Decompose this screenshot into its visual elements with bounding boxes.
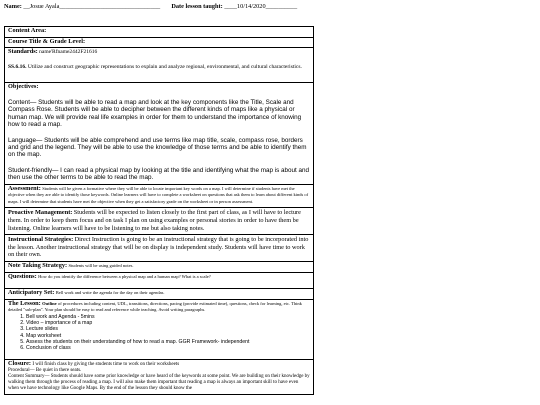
content-area-row [5,27,313,38]
standards-placeholder: name'Rfname2442F21616 [39,49,98,56]
anticipatory-label: Anticipatory Set: [8,289,55,297]
lesson-outline-label: Outline [42,300,57,306]
list-item: 4. Map worksheet [26,333,310,339]
list-item: 5. Assess the students on their understanding of how to read a map. GGR Framework- independent [26,339,310,345]
course-row [5,38,313,49]
note-taking-row [5,262,313,273]
list-item: 3. Lecture slides [26,326,310,332]
questions-text: How do you identify the difference between a physical map and a human map? What is a scale? [38,273,211,279]
assessment-row [5,185,313,209]
standards-code: SS.6.16. [8,63,27,70]
closure-row [5,360,313,394]
note-taking-text: Students will be using guided notes. [68,262,134,268]
instructional-text: Direct Instruction is going to be an instructional strategy that is going to be incorporated into the lesson. Another instructional strategy that will be on display is independent study. Students will have time to work on their own. [8,236,309,259]
standards-row [5,48,313,83]
closure-label: Closure: [8,360,31,368]
objectives-row [5,83,313,184]
proactive-text: Students will be expected to listen closely to the first part of class, as I will have to lecture them. In order to keep them focus and on task I plan on using examples or personal stories in order to have them be listening. Online learners will have to be listening to me but also taking notes. [8,209,301,232]
anticipatory-set-row [5,289,313,300]
standards-text [8,64,310,71]
list-item: 2. Video – importance of a map [26,320,310,326]
lesson-label: The Lesson: [8,299,41,307]
closure-summary: Content Summary— Students should have some prior knowledge or have heard of the keywords at some point. We are building on their knowledge by walking them through the process of reading a map. I will also make them important that reading a map is always an important skill to have even when we have technology like Google Maps. By the end of the lesson they should know the [8,374,310,392]
list-item: 6. Conclusion of class [26,345,310,351]
name-label: Name: [4,3,22,10]
header-line [4,3,536,10]
content-area-label: Content Area: [8,27,47,34]
lesson-plan-table [4,26,314,395]
objective-language: Language— Students will be able comprehend and use terms like map title, scale, compass rose, borders and grid and the legend. They will be able to use the knowledge of those terms and be able to identify them on the map. [8,136,307,159]
lesson-steps-list [8,314,310,351]
lesson-row [5,300,313,360]
lesson-instructions: of procedures including content, UDL, transitions, directions, pacing (provide estimated time), questions, check for learning, etc. Think detailed "sub-plan". Your plan should be easy to read and reference while teaching. Avoid writing paragraphs. [8,300,302,313]
list-item: 1. Bell work and Agenda - 5mins [26,314,310,320]
course-label: Course Title & Grade Level: [8,37,86,45]
objective-content: Content— Students will be able to read a map and look at the key components like the Title, Scale and Compass Rose. Students will be able to decipher between the different kinds of maps like a physical or human map. We will provide real life examples in order for them to understand the importance of knowing how to read a map. [8,98,302,129]
objectives-label: Objectives: [8,83,39,91]
date-value: ____10/14/2020__________ [224,3,298,10]
note-taking-label: Note Taking Strategy: [8,261,68,269]
assessment-text: Students will be given a formative where they will be able to locate important key words on a map. I will determine if students have met the objective when they are able to identify those keywords. Online learners will have to complete a worksheet on questions that ask them to learn about different kinds of maps. I will determine that students have met the objective when they get a satisfactory grade on the worksheet or in person assessment. [8,185,309,204]
closure-text: I will finish class by giving the students time to work on their worksheets [32,362,180,368]
name-value: __Josue Ayala________________________________ [23,3,161,10]
proactive-label: Proactive Management: [8,209,73,217]
date-label: Date lesson taught: [171,3,223,10]
questions-row [5,273,313,290]
instructional-label: Instructional Strategies: [8,236,74,244]
objective-student-friendly: Student-friendly— I can read a physical map by looking at the title and identifying what the map is about and then use the other terms to be able to read the map. [8,166,310,182]
closure-procedural: Procedural— Be quiet in there seats. [8,368,82,374]
questions-label: Questions: [8,272,37,280]
proactive-management-row [5,208,313,235]
anticipatory-text: Bell work and write the agenda for the day on their agendas. [55,290,165,296]
instructional-strategies-row [5,235,313,262]
standards-label: Standards: [8,48,38,56]
standards-description: Utilize and construct geographic representations to explain and analyze regional, environmental, and cultural characteristics. [27,63,302,70]
assessment-label: Assessment: [8,184,41,192]
